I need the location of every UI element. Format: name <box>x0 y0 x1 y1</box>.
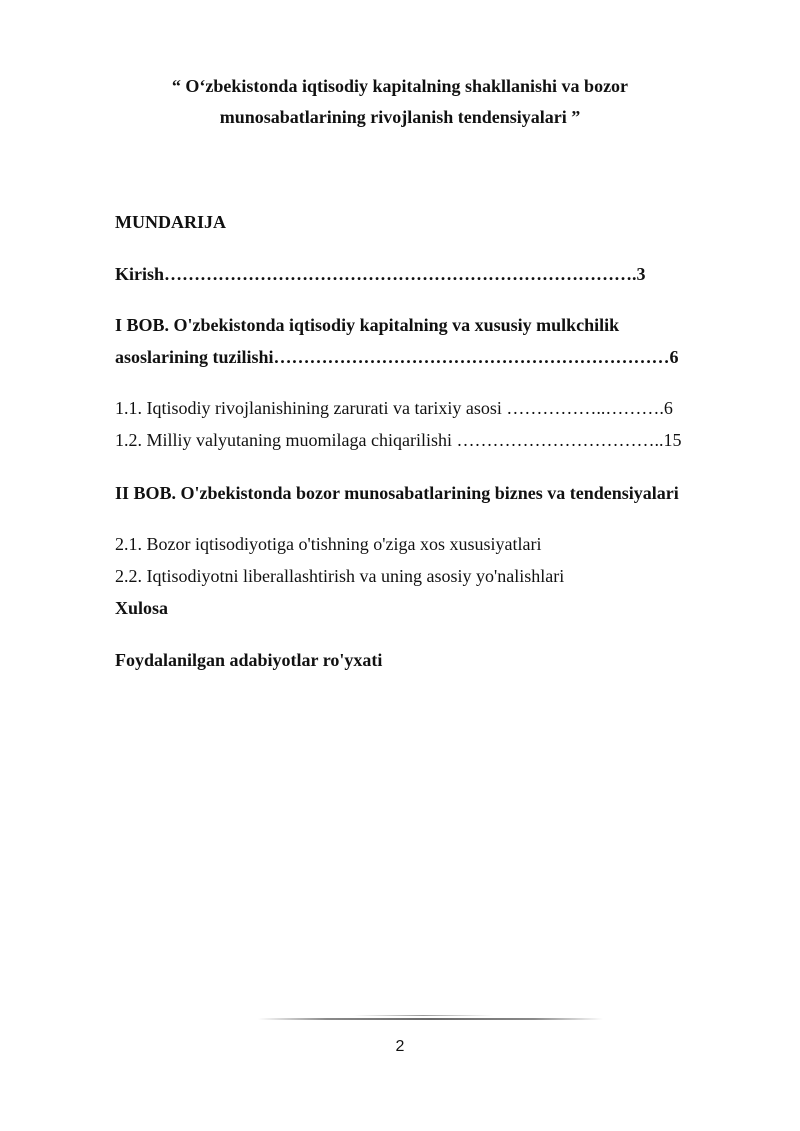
toc-entry-bob2: II BOB. O'zbekistonda bozor munosabatlarining biznes va tendensiyalari <box>115 483 679 503</box>
footer-divider <box>258 1018 603 1020</box>
toc-entry-section-2-2: 2.2. Iqtisodiyotni liberallashtirish va uning asosiy yo'nalishlari <box>115 566 565 586</box>
toc-entry-section-1-2: 1.2. Milliy valyutaning muomilaga chiqarilishi ……………………………..15 <box>115 430 682 450</box>
toc-entry-bob1-line2: asoslarining tuzilishi…………………………………………………………6 <box>115 347 679 367</box>
page-number: 2 <box>395 1038 405 1055</box>
toc-entry-xulosa: Xulosa <box>115 598 169 618</box>
toc-entry-bob1-line1: I BOB. O'zbekistonda iqtisodiy kapitalning va xususiy mulkchilik <box>115 315 620 335</box>
document-title-line-2: munosabatlarining rivojlanish tendensiyalari ” <box>219 107 581 127</box>
toc-entry-foydalanilgan: Foydalanilgan adabiyotlar ro'yxati <box>115 650 383 670</box>
toc-heading: MUNDARIJA <box>115 212 226 232</box>
toc-entry-section-2-1: 2.1. Bozor iqtisodiyotiga o'tishning o'ziga xos xususiyatlari <box>115 534 542 554</box>
toc-entry-section-1-1: 1.1. Iqtisodiy rivojlanishining zarurati va tarixiy asosi ……………..……….6 <box>115 398 673 418</box>
toc-entry-kirish: Kirish…………………………………………………………………….3 <box>115 264 646 284</box>
document-title-line-1: “ O‘zbekistonda iqtisodiy kapitalning shakllanishi va bozor <box>171 76 629 96</box>
